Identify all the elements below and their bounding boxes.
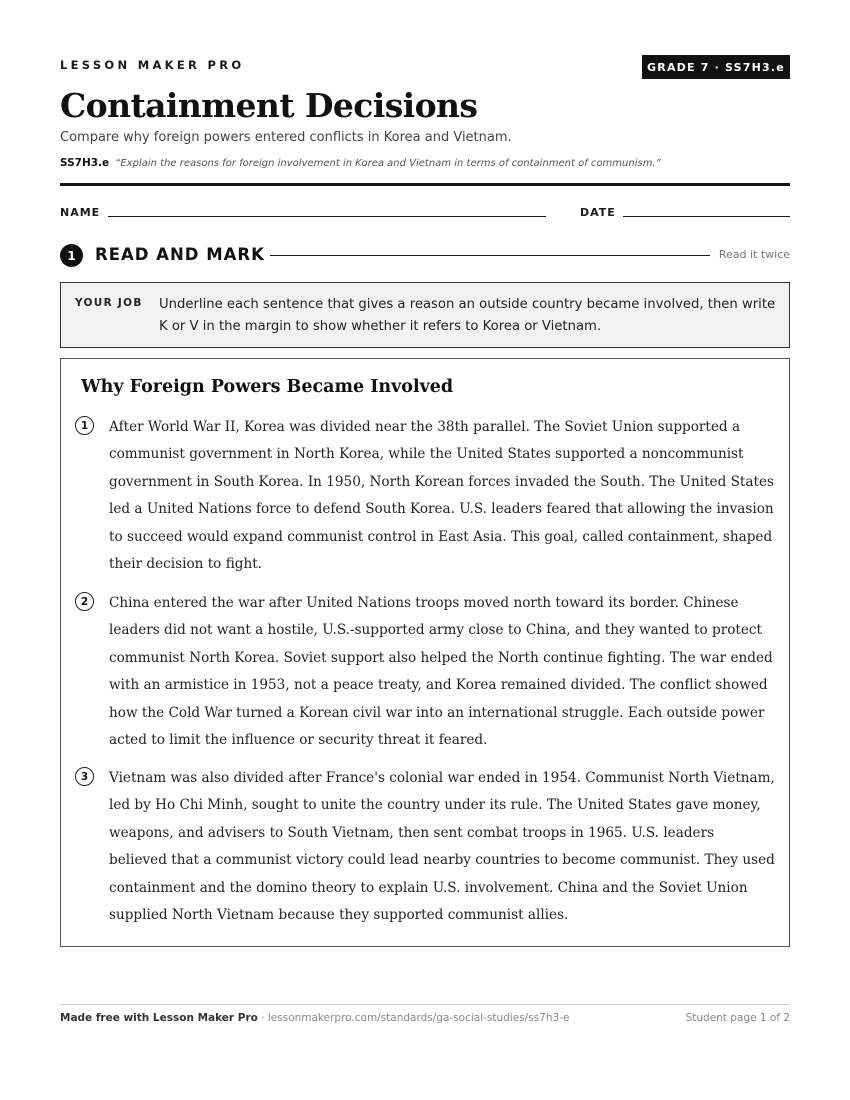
instructions-box [60, 282, 790, 348]
paragraph-text: After World War II, Korea was divided near the 38th parallel. The Soviet Union supported a communist government in North Korea, while the United States supported a noncommunist government in South Korea. In 1950, North Korean forces invaded the South. The United States led a United Nations force to defend South Korea. U.S. leaders feared that allowing the invasion to succeed would expand communist control in East Asia. This goal, called containment, shaped their decision to fight. [109, 419, 774, 573]
reading-title: Why Foreign Powers Became Involved [81, 377, 454, 397]
name-label: NAME [60, 206, 101, 219]
name-field[interactable] [108, 216, 546, 217]
reading-passage [60, 358, 790, 947]
paragraph-text: China entered the war after United Nations troops moved north toward its border. Chinese leaders did not want a hostile, U.S.-supported army close to China, and they wanted to protect communist North Korea. Soviet support also helped the North continue fighting. The war ended with an armistice in 1953, not a peace treaty, and Korea remained divided. The conflict showed how the Cold War turned a Korean civil war into an international struggle. Each outside power acted to limit the influence or security threat it feared. [109, 595, 773, 749]
footer-url[interactable]: lessonmakerpro.com/standards/ga-social-studies/ss7h3-e [267, 1012, 570, 1024]
standard-line [60, 157, 661, 169]
footer-divider [60, 1004, 790, 1005]
date-field[interactable] [623, 216, 790, 217]
paragraph-number: 3 [75, 767, 94, 786]
page-title: Containment Decisions [60, 86, 478, 125]
page-indicator: Student page 1 of 2 [685, 1012, 790, 1024]
header-divider [60, 183, 790, 186]
brand-name: LESSON MAKER PRO [60, 58, 245, 72]
paragraph-number: 1 [75, 416, 94, 435]
step-number-badge: 1 [60, 244, 83, 267]
section-divider [270, 255, 710, 256]
section-note: Read it twice [718, 248, 790, 261]
job-label: YOUR JOB [75, 297, 143, 309]
job-text: Underline each sentence that gives a reason an outside country became involved, then write K or V in the margin to show whether it refers to Korea or Vietnam. [159, 297, 776, 334]
date-label: DATE [580, 206, 616, 219]
paragraph-text: Vietnam was also divided after France's colonial war ended in 1954. Communist North Vietnam, led by Ho Chi Minh, sought to unite the country under its rule. The United States gave money, weapons, and advisers to South Vietnam, then sent combat troops in 1965. U.S. leaders believed that a communist victory could lead nearby countries to become communist. They used containment and the domino theory to explain U.S. involvement. China and the Soviet Union supplied North Vietnam because they supported communist allies. [109, 770, 775, 924]
footer-separator: · [257, 1012, 268, 1024]
paragraph-number: 2 [75, 592, 94, 611]
page-subtitle: Compare why foreign powers entered conflicts in Korea and Vietnam. [60, 130, 512, 145]
footer-made-with: Made free with Lesson Maker Pro [60, 1012, 258, 1024]
standard-code: SS7H3.e [60, 157, 110, 169]
section-heading: READ AND MARK [95, 245, 265, 264]
grade-badge: GRADE 7 · SS7H3.e [642, 55, 790, 79]
standard-text: “Explain the reasons for foreign involvement in Korea and Vietnam in terms of containment of communism.” [115, 158, 661, 169]
footer-credit [60, 1012, 569, 1024]
